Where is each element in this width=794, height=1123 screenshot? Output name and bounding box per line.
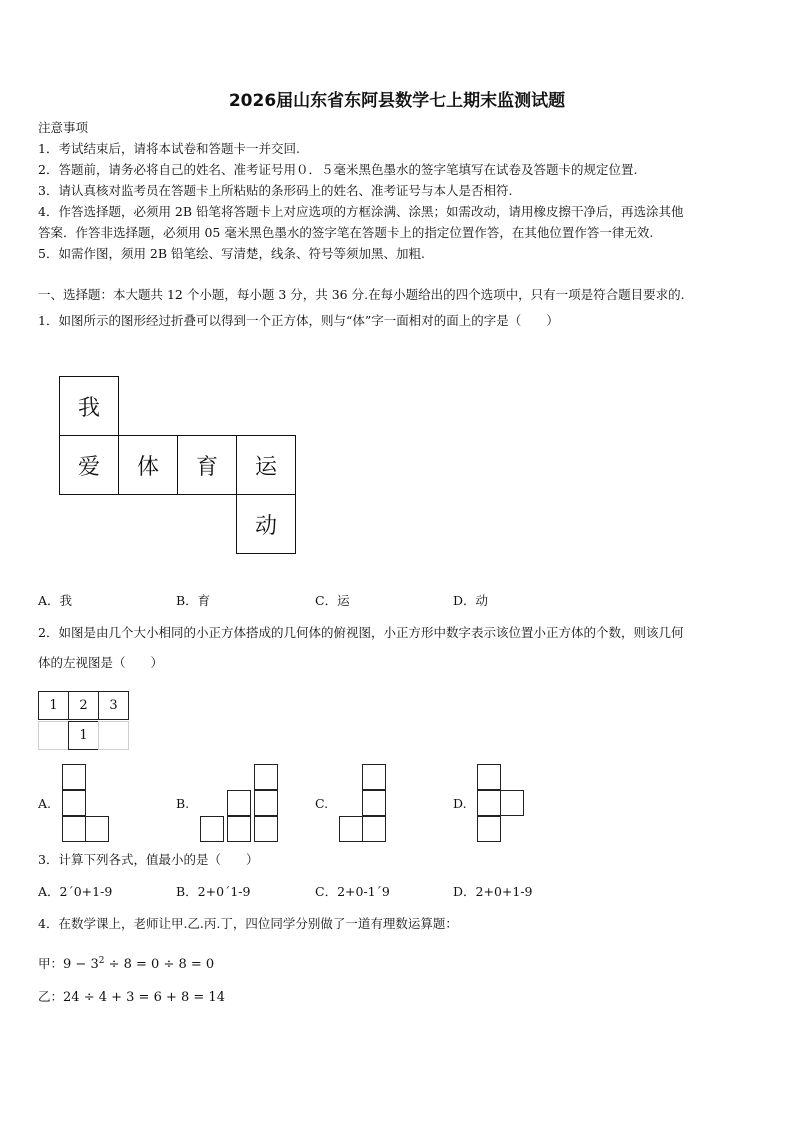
net-face: 爱 — [59, 435, 119, 495]
view-square — [254, 816, 278, 842]
q1-option-d: D．动 — [453, 593, 489, 608]
view-square — [477, 764, 501, 790]
question-3-stem: 3．计算下列各式，值最小的是（ ） — [38, 852, 259, 867]
q1-option-b: B．育 — [176, 593, 211, 608]
grid-cell: 3 — [98, 691, 129, 720]
page-title: 2026届山东省东阿县数学七上期末监测试题 — [228, 91, 566, 111]
grid-cell: 1 — [68, 721, 99, 750]
yi-label: 乙： — [38, 989, 64, 1004]
view-square — [339, 816, 363, 842]
q3-option-a: A．2´0+1-9 — [38, 884, 113, 899]
view-square — [227, 790, 251, 816]
grid-cell-empty — [38, 721, 69, 750]
notice-heading: 注意事项 — [38, 120, 89, 135]
q1-option-a: A．我 — [38, 593, 73, 608]
view-square — [62, 816, 86, 842]
view-square — [477, 790, 501, 816]
notice-item: 答案．作答非选择题，必须用 05 毫米黑色墨水的签字笔在答题卡上的指定位置作答，在其他位置作答一律无效. — [38, 225, 654, 240]
jia-expression-part: 9 − 3 — [63, 957, 99, 973]
student-jia-work — [38, 953, 214, 973]
net-face: 我 — [59, 376, 119, 436]
net-face: 动 — [236, 494, 296, 554]
notice-item: 3．请认真核对监考员在答题卡上所粘贴的条形码上的姓名、准考证号与本人是否相符. — [38, 183, 513, 198]
view-square — [227, 816, 251, 842]
view-square — [254, 764, 278, 790]
q3-option-c: C．2+0-1´9 — [315, 884, 390, 899]
net-face: 育 — [177, 435, 237, 495]
jia-label: 甲： — [38, 956, 64, 972]
q2-option-b-label: B. — [176, 796, 190, 811]
view-square — [62, 764, 86, 790]
question-2-stem: 2．如图是由几个大小相同的小正方体搭成的几何体的俯视图，小正方形中数字表示该位置小正方体的个数，则该几何 — [38, 625, 684, 640]
notice-item: 2．答题前，请务必将自己的姓名、准考证号用０．５毫米黑色墨水的签字笔填写在试卷及答题卡的规定位置. — [38, 162, 638, 177]
q2-option-d-label: D. — [453, 796, 467, 811]
question-1-stem: 1．如图所示的图形经过折叠可以得到一个正方体，则与“体”字一面相对的面上的字是（ ） — [38, 313, 559, 328]
jia-expression-rest: ÷ 8 = 0 ÷ 8 = 0 — [104, 957, 215, 973]
net-face: 体 — [118, 435, 178, 495]
view-square — [85, 816, 109, 842]
question-4-stem: 4．在数学课上，老师让甲.乙.丙.丁，四位同学分别做了一道有理数运算题： — [38, 916, 458, 931]
q3-option-d: D．2+0+1-9 — [453, 884, 533, 899]
net-face: 运 — [236, 435, 296, 495]
grid-cell: 1 — [38, 691, 69, 720]
view-square — [254, 790, 278, 816]
question-2-stem-cont: 体的左视图是（ ） — [38, 655, 164, 670]
jia-exponent: 2 — [98, 956, 105, 966]
grid-cell-empty — [98, 721, 129, 750]
view-square — [62, 790, 86, 816]
grid-cell: 2 — [68, 691, 99, 720]
view-square — [477, 816, 501, 842]
view-square — [200, 816, 224, 842]
q1-option-c: C．运 — [315, 593, 350, 608]
q2-option-a-label: A. — [38, 796, 52, 811]
notice-item: 5．如需作图，须用 2B 铅笔绘、写清楚，线条、符号等须加黑、加粗. — [38, 246, 426, 261]
notice-item: 4．作答选择题，必须用 2B 铅笔将答题卡上对应选项的方框涂满、涂黑；如需改动，请用橡皮擦干净后，再选涂其他 — [38, 204, 684, 219]
view-square — [362, 764, 386, 790]
view-square — [362, 816, 386, 842]
q2-option-c-label: C. — [315, 796, 329, 811]
yi-expression: 24 ÷ 4 + 3 = 6 + 8 = 14 — [63, 990, 225, 1005]
notice-item: 1．考试结束后，请将本试卷和答题卡一并交回. — [38, 141, 300, 156]
student-yi-work — [38, 989, 225, 1006]
view-square — [500, 790, 524, 816]
q3-option-b: B．2+0´1-9 — [176, 884, 251, 899]
section-heading: 一、选择题：本大题共 12 个小题，每小题 3 分，共 36 分.在每小题给出的四个选项中，只有一项是符合题目要求的. — [38, 287, 685, 302]
view-square — [362, 790, 386, 816]
